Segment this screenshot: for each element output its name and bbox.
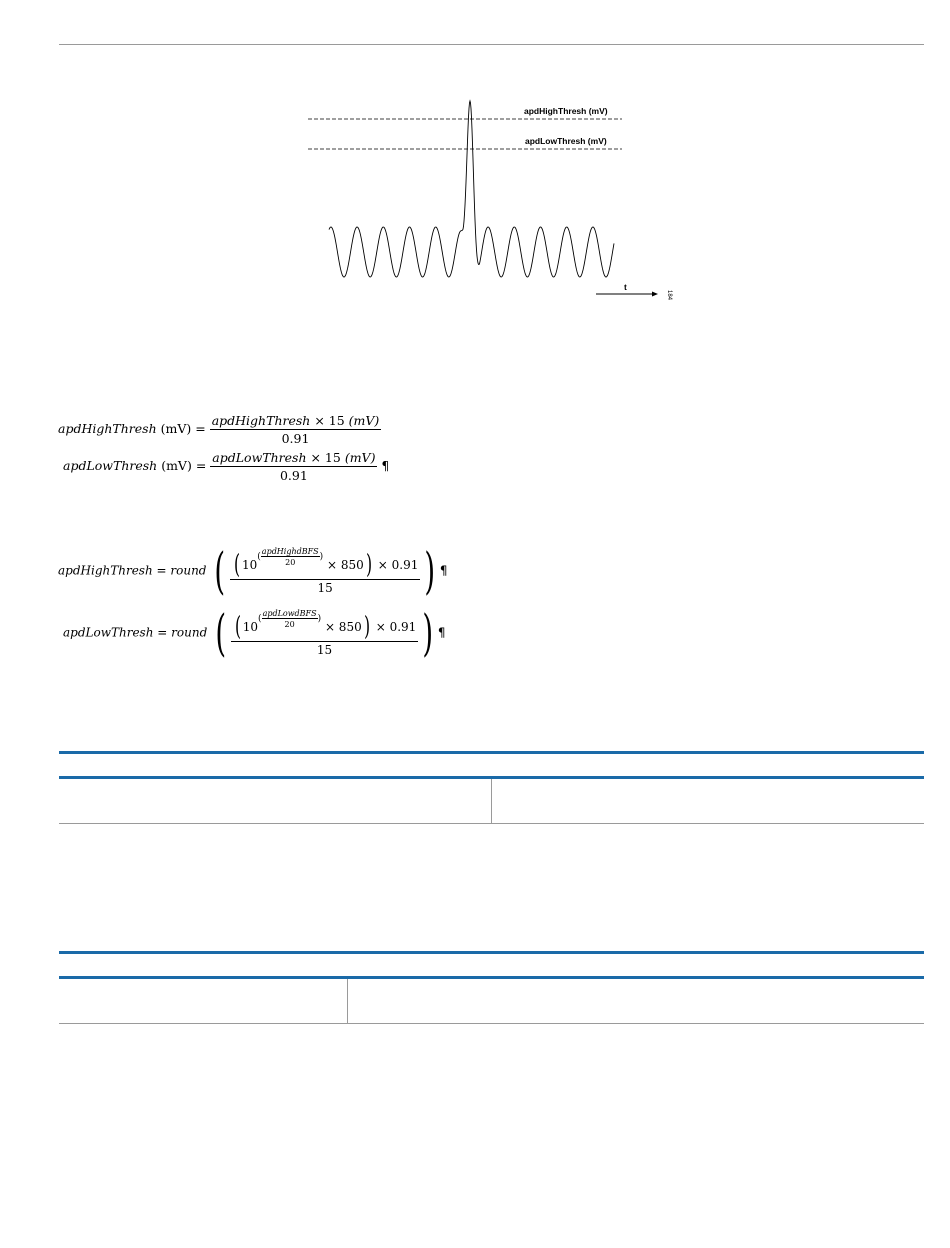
equation-high-dbfs: apdHighThresh = round ( ( 10( $\frac{\text{apdHighdBFS}}{20}$ ) × 850) × 0.91 15 ) ¶: [58, 542, 448, 600]
time-axis-label: t: [624, 282, 627, 292]
table-1: [59, 751, 924, 824]
table-2-column-divider: [347, 979, 348, 1023]
signal-waveform: [329, 101, 614, 277]
equation-low-mv: apdLowThresh (mV) = $\frac{\text{apdLowThresh × 15 (mV)}}{0.91}$ ¶: [63, 450, 390, 483]
eq-low-num: apdLowThresh: [212, 450, 307, 465]
equation-low-dbfs: apdLowThresh = round ( ( 10( $\frac{\text{apdLowdBFS}}{20}$ ) × 850) × 0.91 15 ) ¶: [63, 604, 446, 662]
eq-low-mult: × 15: [310, 450, 341, 465]
eq2-low-mult2: × 0.91: [375, 619, 417, 634]
eq-high-num: apdHighThresh: [211, 413, 311, 428]
table-1-row: [59, 779, 924, 824]
pilcrow-mark: ¶: [381, 459, 390, 473]
arrow-head-icon: [652, 292, 658, 297]
eq-low-num-unit: (mV): [344, 450, 376, 465]
eq-low-fraction: [210, 450, 377, 483]
eq2-high-base: 10: [242, 557, 258, 572]
eq2-low-lhs: apdLowThresh: [63, 625, 154, 640]
eq-high-mult: × 15: [314, 413, 345, 428]
eq-low-lhs-unit: (mV): [161, 458, 192, 473]
eq-high-num-unit: (mV): [348, 413, 380, 428]
eq2-high-exp-num: apdHighdBFS: [261, 546, 319, 556]
eq2-low-exp-num: apdLowdBFS: [262, 608, 317, 618]
eq2-low-den: 15: [316, 643, 333, 658]
eq2-low-exp-den: 20: [284, 619, 295, 629]
equation-high-mv: apdHighThresh (mV) = $\frac{\text{apdHighThresh × 15 (mV)}}{0.91}$: [58, 413, 380, 446]
eq-high-lhs-unit: (mV): [160, 421, 192, 436]
eq2-low-func: round: [171, 625, 208, 640]
eq-low-lhs: apdLowThresh: [63, 458, 158, 473]
eq2-low-mult1: × 850: [324, 619, 362, 634]
table-2: [59, 951, 924, 1024]
apd-threshold-figure: [300, 90, 690, 310]
header-rule: [59, 44, 924, 45]
eq2-high-den: 15: [317, 581, 333, 596]
table-1-column-divider: [491, 779, 492, 823]
low-threshold-label: apdLowThresh (mV): [525, 136, 607, 146]
eq2-high-mult2: × 0.91: [377, 557, 419, 572]
eq-high-fraction: [210, 413, 382, 446]
eq2-high-exp-den: 20: [285, 557, 296, 567]
eq2-high-mult1: × 850: [327, 557, 364, 572]
eq-low-den: 0.91: [279, 468, 308, 483]
eq2-low-base: 10: [242, 619, 259, 634]
table-2-row: [59, 979, 924, 1024]
eq2-high-fraction: ( 10( $\frac{\text{apdHighdBFS}}{20}$ ) × 850) × 0.91 15: [230, 547, 421, 596]
eq2-high-func: round: [170, 563, 207, 578]
table-1-header: [59, 754, 924, 776]
figure-number: 184: [666, 290, 672, 301]
eq-high-lhs: apdHighThresh: [58, 421, 157, 436]
table-2-header: [59, 954, 924, 976]
eq2-high-lhs: apdHighThresh: [58, 563, 153, 578]
eq-high-den: 0.91: [281, 431, 310, 446]
high-threshold-label: apdHighThresh (mV): [524, 106, 608, 116]
eq2-low-fraction: ( 10( $\frac{\text{apdLowdBFS}}{20}$ ) × 850) × 0.91 15: [231, 609, 419, 658]
